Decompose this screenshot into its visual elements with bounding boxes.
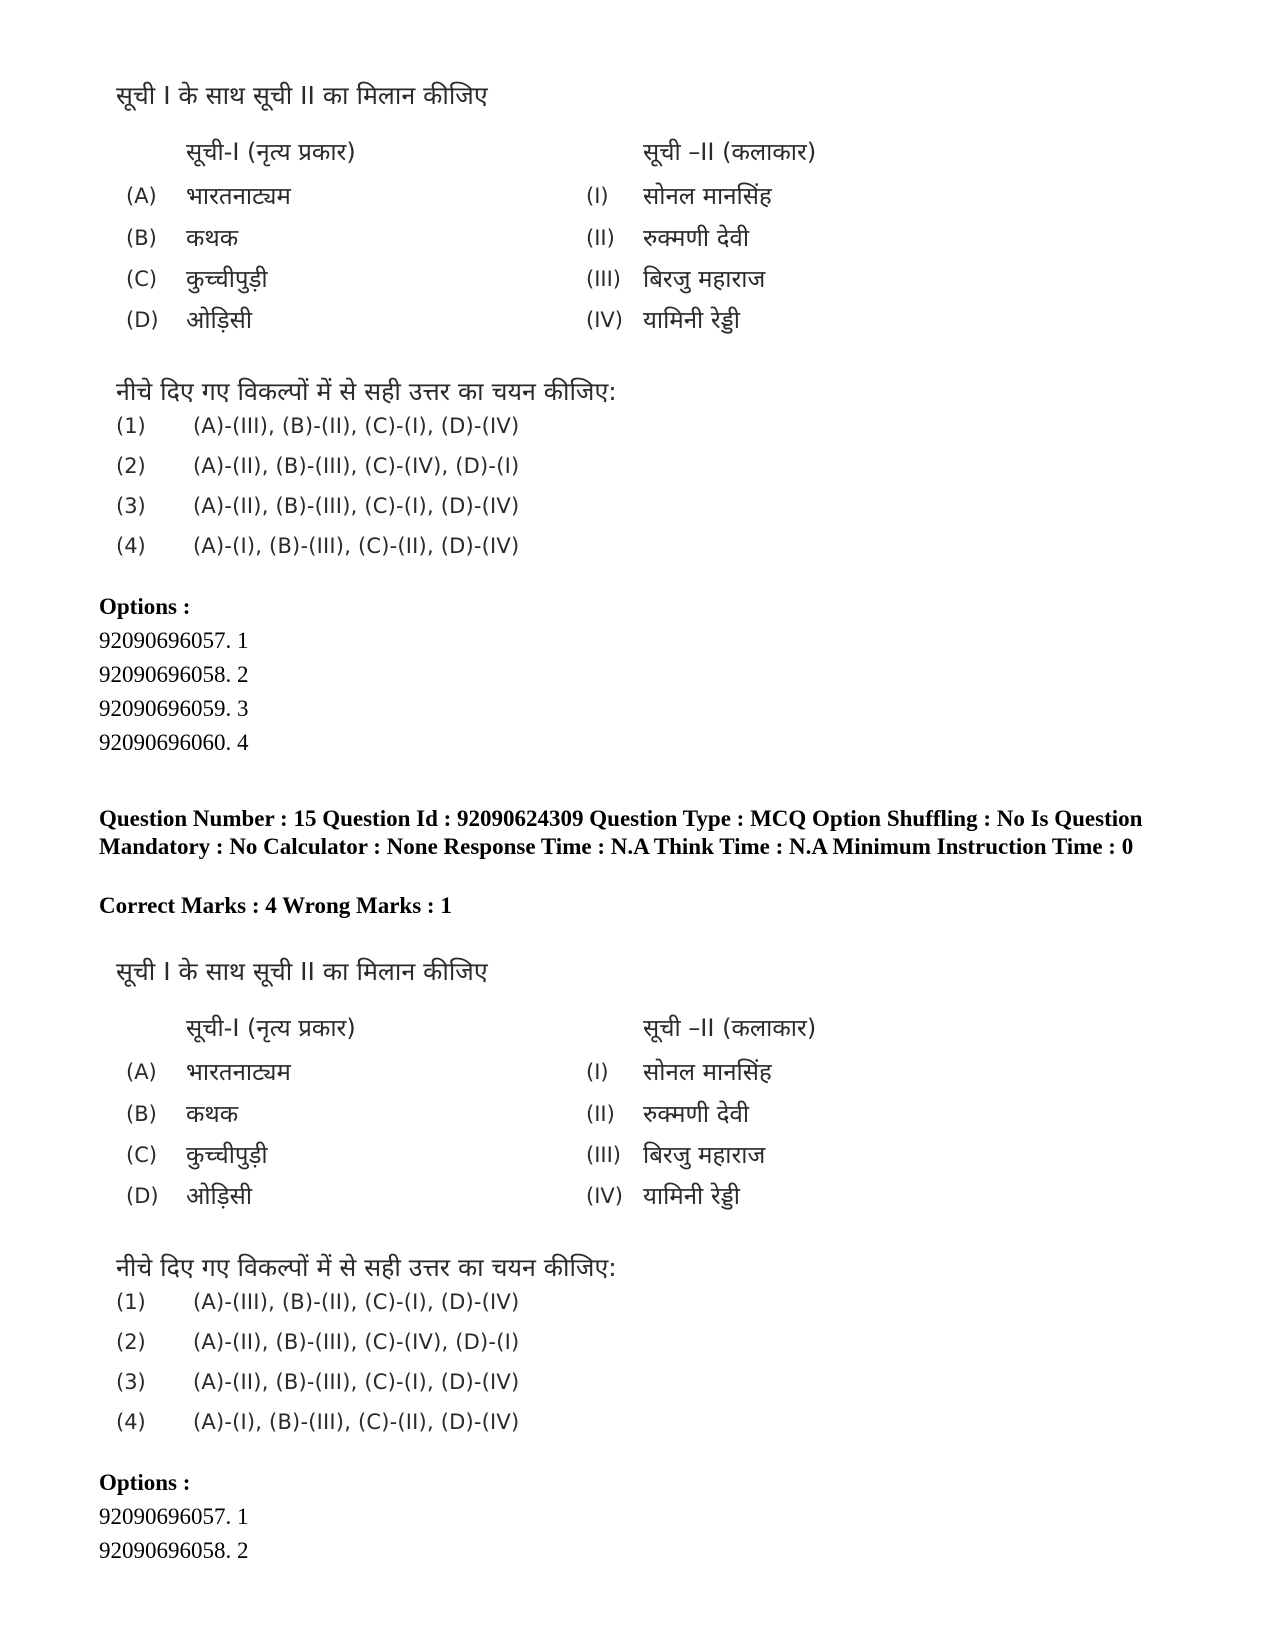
list1-item: भारतनाट्यम <box>186 182 291 210</box>
list1-item: ओड़िसी <box>186 306 253 334</box>
option-item: 92090696060. 4 <box>99 730 249 755</box>
question-block-2 <box>0 876 1275 1436</box>
match-row <box>0 1176 1275 1216</box>
choice-number: (2) <box>116 454 146 478</box>
choice-text: (A)-(II), (B)-(III), (C)-(I), (D)-(IV) <box>193 1370 520 1394</box>
choice-text: (A)-(I), (B)-(III), (C)-(II), (D)-(IV) <box>193 1410 520 1434</box>
list2-item: बिरजु महाराज <box>643 1141 766 1169</box>
list2-item: रुक्मणी देवी <box>643 1100 750 1128</box>
answer-choice <box>0 414 1275 454</box>
match-row <box>0 300 1275 340</box>
list2-label: (IV) <box>586 1184 623 1208</box>
list2-item: यामिनी रेड्डी <box>643 306 740 334</box>
option-item: 92090696059. 3 <box>99 696 249 721</box>
choice-text: (A)-(III), (B)-(II), (C)-(I), (D)-(IV) <box>193 414 520 438</box>
list2-heading: सूची –II (कलाकार) <box>643 1014 817 1042</box>
match-row <box>0 218 1275 258</box>
list2-item: सोनल मानसिंह <box>643 1058 772 1086</box>
choose-instruction: नीचे दिए गए विकल्पों में से सही उत्तर का चयन कीजिए: <box>116 377 617 406</box>
match-row <box>0 1052 1275 1092</box>
choose-instruction: नीचे दिए गए विकल्पों में से सही उत्तर का चयन कीजिए: <box>116 1253 617 1282</box>
choice-number: (1) <box>116 414 146 438</box>
choice-number: (1) <box>116 1290 146 1314</box>
answer-choice <box>0 494 1275 534</box>
choice-number: (4) <box>116 1410 146 1434</box>
option-item: 92090696058. 2 <box>99 1538 249 1563</box>
option-item: 92090696057. 1 <box>99 628 249 653</box>
answer-choice <box>0 534 1275 574</box>
list1-item: कुच्चीपुड़ी <box>186 265 268 293</box>
list2-heading: सूची –II (कलाकार) <box>643 138 817 166</box>
answer-choice <box>0 1370 1275 1410</box>
list1-heading: सूची-I (नृत्य प्रकार) <box>186 1014 356 1042</box>
list1-item: कथक <box>186 224 239 252</box>
list2-label: (III) <box>586 1143 621 1167</box>
question-meta: Question Number : 15 Question Id : 92090624309 Question Type : MCQ Option Shuffling : No Is Question Mandatory : No Calculator : None Response Time : N.A Think Time : N.A Minimum Instruction Time : 0 <box>99 806 1143 859</box>
list2-label: (I) <box>586 1060 609 1084</box>
choice-text: (A)-(II), (B)-(III), (C)-(I), (D)-(IV) <box>193 494 520 518</box>
option-item: 92090696057. 1 <box>99 1504 249 1529</box>
choice-text: (A)-(I), (B)-(III), (C)-(II), (D)-(IV) <box>193 534 520 558</box>
list1-item: कथक <box>186 1100 239 1128</box>
choice-number: (4) <box>116 534 146 558</box>
list1-item: भारतनाट्यम <box>186 1058 291 1086</box>
list2-label: (II) <box>586 226 615 250</box>
choice-number: (3) <box>116 1370 146 1394</box>
choice-text: (A)-(II), (B)-(III), (C)-(IV), (D)-(I) <box>193 454 520 478</box>
question-block-1 <box>0 0 1275 560</box>
answer-choice <box>0 1330 1275 1370</box>
list1-label: (A) <box>126 184 157 208</box>
choice-text: (A)-(II), (B)-(III), (C)-(IV), (D)-(I) <box>193 1330 520 1354</box>
list1-item: ओड़िसी <box>186 1182 253 1210</box>
match-row <box>0 259 1275 299</box>
match-row <box>0 176 1275 216</box>
answer-choice <box>0 1410 1275 1450</box>
list1-label: (D) <box>126 1184 159 1208</box>
question-instruction: सूची I के साथ सूची II का मिलान कीजिए <box>116 957 488 986</box>
answer-choice <box>0 1290 1275 1330</box>
answer-choice <box>0 454 1275 494</box>
choice-number: (3) <box>116 494 146 518</box>
choice-text: (A)-(III), (B)-(II), (C)-(I), (D)-(IV) <box>193 1290 520 1314</box>
list1-heading: सूची-I (नृत्य प्रकार) <box>186 138 356 166</box>
question-instruction: सूची I के साथ सूची II का मिलान कीजिए <box>116 81 488 110</box>
choice-number: (2) <box>116 1330 146 1354</box>
list2-label: (III) <box>586 267 621 291</box>
list1-label: (B) <box>126 226 157 250</box>
list1-label: (D) <box>126 308 159 332</box>
list2-item: यामिनी रेड्डी <box>643 1182 740 1210</box>
list2-item: बिरजु महाराज <box>643 265 766 293</box>
list1-label: (C) <box>126 267 158 291</box>
list1-item: कुच्चीपुड़ी <box>186 1141 268 1169</box>
marks-info: Correct Marks : 4 Wrong Marks : 1 <box>99 893 452 918</box>
list1-label: (A) <box>126 1060 157 1084</box>
option-item: 92090696058. 2 <box>99 662 249 687</box>
list2-item: रुक्मणी देवी <box>643 224 750 252</box>
match-row <box>0 1135 1275 1175</box>
options-heading: Options : <box>99 1470 191 1495</box>
list2-label: (IV) <box>586 308 623 332</box>
list2-label: (I) <box>586 184 609 208</box>
match-row <box>0 1094 1275 1134</box>
options-heading: Options : <box>99 594 191 619</box>
list2-item: सोनल मानसिंह <box>643 182 772 210</box>
list2-label: (II) <box>586 1102 615 1126</box>
list1-label: (B) <box>126 1102 157 1126</box>
list1-label: (C) <box>126 1143 158 1167</box>
